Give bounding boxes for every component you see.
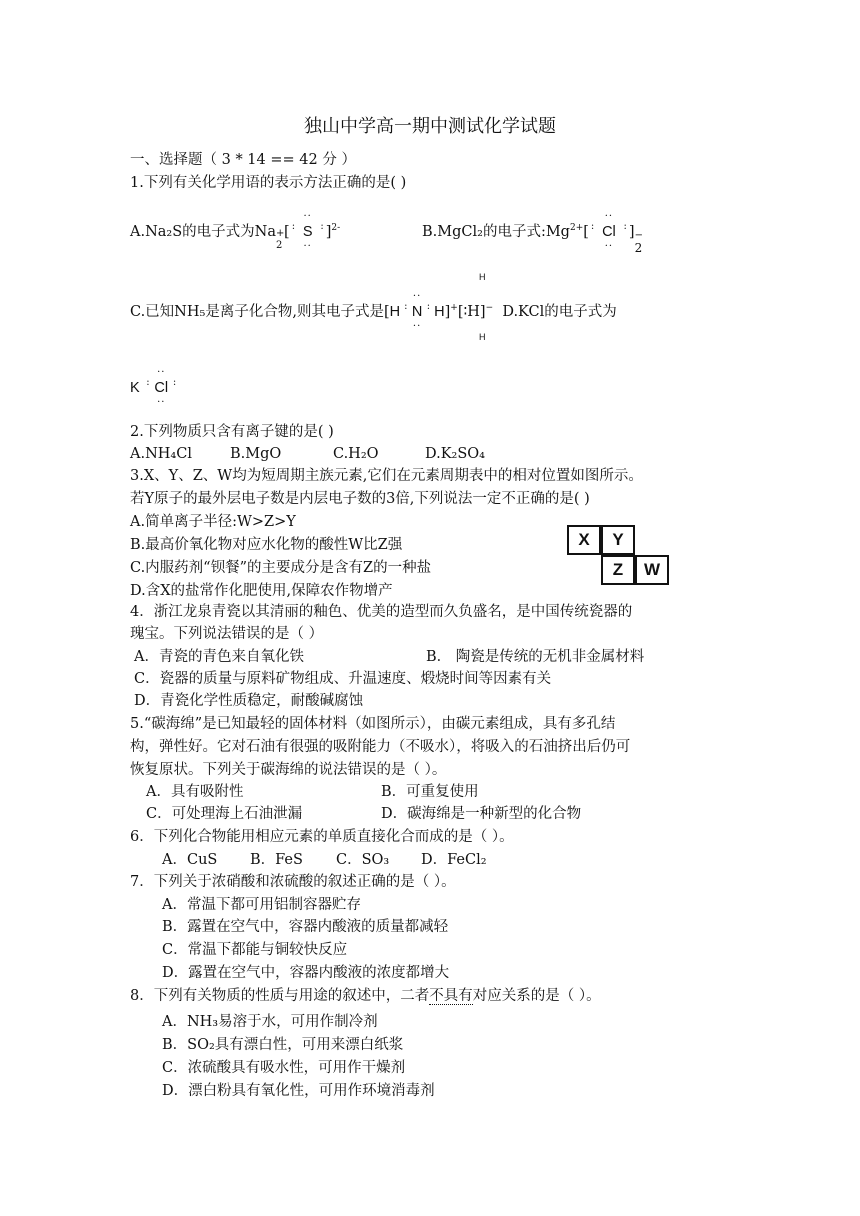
q1-c-hydride: ∶H [463,304,480,320]
q1-b-atom: Cl [602,224,616,240]
q3-line2: 若Y原子的最外层电子数是内层电子数的3倍,下列说法一定不正确的是( ) [130,491,590,507]
q2-stem: 2.下列物质只含有离子键的是( ) [130,424,334,440]
q6-option-d: D．FeCl₂ [421,852,487,868]
q7-option-c: C．常温下都能与铜较快反应 [162,942,348,958]
q5-option-b: B．可重复使用 [381,784,479,800]
q4-option-d: D．青瓷化学性质稳定，耐酸碱腐蚀 [134,693,364,709]
q1-a-atom: S [302,224,313,240]
q1-c-h-top: H [479,272,486,282]
q1-option-b: B.MgCl₂的电子式$:Mg^{2+}$[ ·· : Cl : ·· ] − 2 [422,222,643,242]
q3-option-d: D.含X的盐常作化肥使用,保障农作物增产 [130,583,393,599]
q1-option-c: C.已知NH₅是离子化合物,则其电子式是[H ·· : N : ·· H]+[∶H]− D.KCl的电子式为 [130,291,617,332]
q1-d-text: D.KCl的电子式为 [502,304,617,320]
q1-c-minus: − [485,303,494,314]
q1-b-mg: Mg [545,224,570,240]
q3-line1: 3.X、Y、Z、W均为短周期主族元素,它们在元素周期表中的相对位置如图所示。 [130,468,643,484]
q6-option-c: C．SO₃ [336,852,390,868]
q1-a-na: Na [254,224,277,240]
q8-stem-post: 对应关系的是（ ）。 [472,988,601,1004]
q2-option-c: C.H₂O [333,446,379,462]
q5-option-d: D．碳海绵是一种新型的化合物 [381,806,582,822]
q1-c-h-bottom: H [479,332,486,342]
q2-option-a: A.NH₄Cl [130,446,192,462]
q1-a-na-charge: + [276,228,285,239]
q4-option-b: B． 陶瓷是传统的无机非金属材料 [426,649,645,665]
q8-option-b: B．SO₂具有漂白性，可用来漂白纸浆 [162,1037,404,1053]
q4-option-c: C．瓷器的质量与原料矿物组成、升温速度、煅烧时间等因素有关 [134,671,552,687]
q1-a-na-sub: 2 [276,240,283,251]
q1-option-d-formula [130,367,178,408]
q6-option-a: A．CuS [162,852,218,868]
q6-stem: 6．下列化合物能用相应元素的单质直接化合而成的是（ ）。 [130,829,514,845]
q8-option-c: C．浓硫酸具有吸水性，可用作干燥剂 [162,1060,406,1076]
q1-b-text: B.MgCl₂的电子式: [422,224,546,240]
q3-option-c: C.内服药剂“钡餐”的主要成分是含有Z的一种盐 [130,560,432,576]
q3-option-a: A.简单离子半径:W>Z>Y [130,514,296,530]
q1-a-text: A.Na₂S的电子式为 [130,224,255,240]
q7-option-b: B．露置在空气中，容器内酸液的质量都减轻 [162,919,449,935]
q8-option-d: D．漂白粉具有氧化性，可用作环境消毒剂 [162,1083,435,1099]
q1-c-plus: + [450,303,458,314]
grid-cell-y: Y [601,525,635,555]
q2-option-b: B.MgO [230,446,282,462]
q1-c-n: N [411,304,423,320]
page-title: 独山中学高一期中测试化学试题 [304,116,556,137]
q6-option-b: B．FeS [250,852,303,868]
q1-d-k: K [130,380,140,396]
q1-d-cl: Cl [154,380,169,396]
q7-option-a: A．常温下都可用铝制容器贮存 [162,897,361,913]
q1-option-a: A.Na₂S的电子式为Na + 2 [ ·· : S : ·· ]$^{2-}$ [130,222,340,242]
q1-stem: 1.下列有关化学用语的表示方法正确的是( ) [130,175,407,191]
q8-stem-pre: 8．下列有关物质的性质与用途的叙述中，二者 [130,988,430,1004]
grid-cell-w: W [635,555,669,585]
q8-stem [130,986,601,1006]
q4-line1: 4．浙江龙泉青瓷以其清丽的釉色、优美的造型而久负盛名，是中国传统瓷器的 [130,604,633,620]
q1-b-electron-dot: ·· : Cl : ·· [590,211,627,252]
q5-option-a: A．具有吸附性 [146,784,244,800]
q8-stem-emphasis: 不具有 [429,988,473,1004]
q5-option-c: C．可处理海上石油泄漏 [146,806,303,822]
grid-cell-x: X [567,525,601,555]
q1-c-h-right: H [434,304,445,320]
q3-option-b: B.最高价氧化物对应水化物的酸性W比Z强 [130,537,403,553]
q1-c-h-left: H [389,304,401,320]
grid-cell-z: Z [601,555,635,585]
q1-c-electron-dot: ·· : N : ·· [404,291,431,332]
q1-b-sub: 2 [634,241,643,255]
q8-option-a: A．NH₃易溶于水，可用作制冷剂 [162,1014,378,1030]
q2-option-d: D.K₂SO₄ [425,446,485,462]
q5-line2: 构，弹性好。它对石油有很强的吸附能力（不吸水），将吸入的石油挤出后仍可 [130,739,631,755]
q5-line3: 恢复原状。下列关于碳海绵的说法错误的是（ ）。 [130,762,447,778]
q7-stem: 7．下列关于浓硝酸和浓硫酸的叙述正确的是（ ）。 [130,874,456,890]
q4-option-a: A．青瓷的青色来自氧化铁 [134,649,304,665]
q1-d-electron-dot: ·· : Cl : ·· [146,367,177,408]
q1-a-electron-dot: ·· : S : ·· [291,211,324,252]
q1-a-charge: 2- [331,223,341,234]
section-heading: 一、选择题（ 3 * 14 == 42 分 ） [130,152,356,168]
q1-c-text: C.已知NH₅是离子化合物,则其电子式是 [130,304,384,320]
q5-line1: 5.“碳海绵”是已知最轻的固体材料（如图所示），由碳元素组成，具有多孔结 [130,716,616,732]
q1-b-mg-charge: 2+ [569,223,584,234]
q7-option-d: D．露置在空气中，容器内酸液的浓度都增大 [162,965,450,981]
q4-line2: 瑰宝。下列说法错误的是（ ） [130,626,324,642]
